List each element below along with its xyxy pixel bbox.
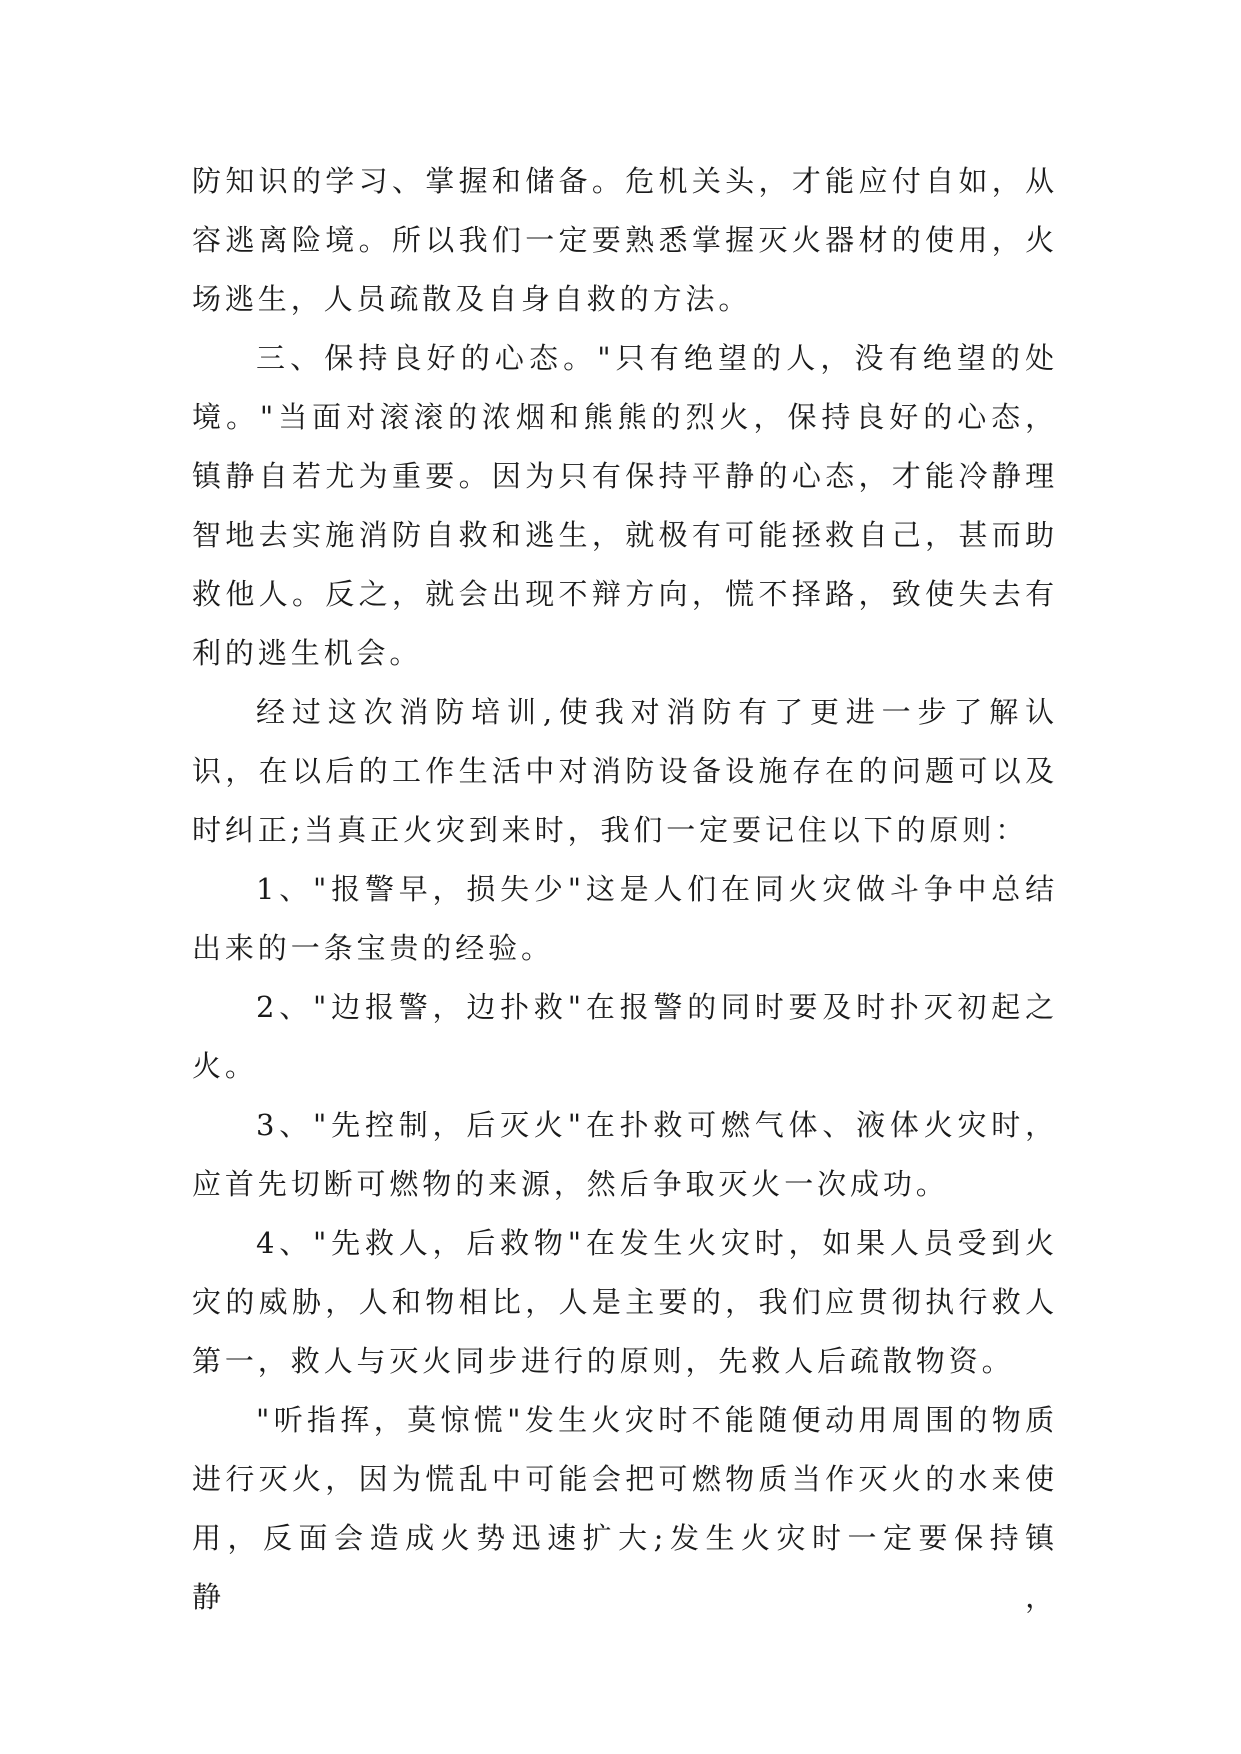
paragraph-6: 3、"先控制，后灭火"在扑救可燃气体、液体火灾时，应首先切断可燃物的来源，然后争取灭火一次成功。 [192, 1108, 1058, 1201]
paragraph-1: 防知识的学习、掌握和储备。危机关头，才能应付自如，从容逃离险境。所以我们一定要熟悉掌握灭火器材的使用，火场逃生，人员疏散及自身自救的方法。 [192, 164, 1058, 316]
paragraph-4: 1、"报警早，损失少"这是人们在同火灾做斗争中总结出来的一条宝贵的经验。 [192, 872, 1058, 965]
paragraph-5: 2、"边报警，边扑救"在报警的同时要及时扑灭初起之火。 [192, 990, 1058, 1083]
paragraph-3: 经过这次消防培训,使我对消防有了更进一步了解认识，在以后的工作生活中对消防设备设施存在的问题可以及时纠正;当真正火灾到来时，我们一定要记住以下的原则： [192, 695, 1058, 847]
paragraph-8: "听指挥，莫惊慌"发生火灾时不能随便动用周围的物质进行灭火，因为慌乱中可能会把可燃物质当作灭火的水来使用，反面会造成火势迅速扩大;发生火灾时一定要保持镇静， [192, 1403, 1058, 1614]
paragraph-2: 三、保持良好的心态。"只有绝望的人，没有绝望的处境。"当面对滚滚的浓烟和熊熊的烈火，保持良好的心态，镇静自若尤为重要。因为只有保持平静的心态，才能冷静理智地去实施消防自救和逃生，就极有可能拯救自己，甚而助救他人。反之，就会出现不辩方向，慌不择路，致使失去有利的逃生机会。 [192, 341, 1058, 670]
paragraph-7: 4、"先救人，后救物"在发生火灾时，如果人员受到火灾的威胁，人和物相比，人是主要的，我们应贯彻执行救人第一，救人与灭火同步进行的原则，先救人后疏散物资。 [192, 1226, 1058, 1378]
document-page [192, 152, 1058, 1627]
